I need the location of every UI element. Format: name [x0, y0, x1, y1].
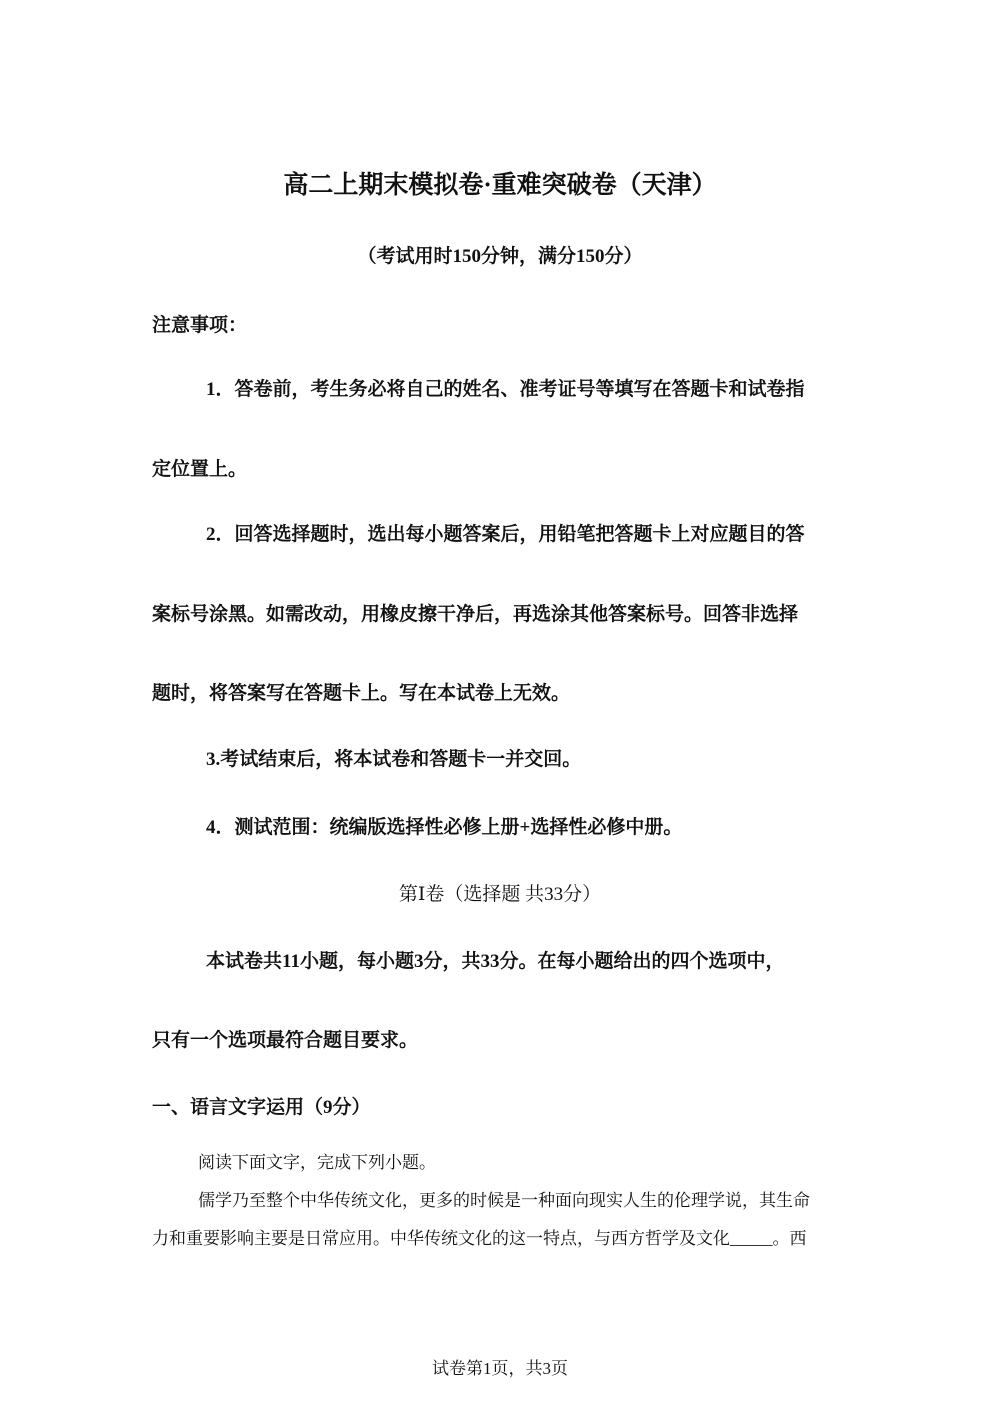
notice-item-1-line-2: 定位置上。 — [152, 459, 248, 480]
notice-item-2-line-2: 案标号涂黑。如需改动，用橡皮擦干净后，再选涂其他答案标号。回答非选择 — [152, 604, 799, 625]
exam-subtitle: （考试用时150分钟，满分150分） — [357, 246, 643, 267]
notice-heading: 注意事项： — [152, 315, 248, 336]
notice-item-4: 4．测试范围：统编版选择性必修上册+选择性必修中册。 — [206, 817, 683, 838]
notice-item-1-line-1: 1．答卷前，考生务必将自己的姓名、准考证号等填写在答题卡和试卷指 — [206, 379, 805, 400]
exam-title: 高二上期末模拟卷·重难突破卷（天津） — [283, 172, 717, 199]
passage-line-2: 力和重要影响主要是日常应用。中华传统文化的这一特点，与西方哲学及文化_____。西 — [152, 1229, 807, 1248]
notice-item-2-line-1: 2．回答选择题时，选出每小题答案后，用铅笔把答题卡上对应题目的答 — [206, 524, 805, 545]
passage-line-1: 儒学乃至整个中华传统文化，更多的时候是一种面向现实人生的伦理学说，其生命 — [198, 1191, 810, 1210]
notice-item-3: 3.考试结束后，将本试卷和答题卡一并交回。 — [206, 749, 582, 770]
part-1-heading: 第Ⅰ卷（选择题 共33分） — [398, 884, 602, 905]
section-1-heading: 一、语言文字运用（9分） — [152, 1097, 371, 1118]
part-1-intro-line-1: 本试卷共11小题，每小题3分，共33分。在每小题给出的四个选项中， — [206, 951, 785, 972]
notice-item-2-line-3: 题时，将答案写在答题卡上。写在本试卷上无效。 — [152, 683, 571, 704]
reading-instruction: 阅读下面文字，完成下列小题。 — [198, 1153, 436, 1172]
page-footer: 试卷第1页，共3页 — [432, 1359, 568, 1378]
part-1-intro-line-2: 只有一个选项最符合题目要求。 — [152, 1030, 419, 1051]
